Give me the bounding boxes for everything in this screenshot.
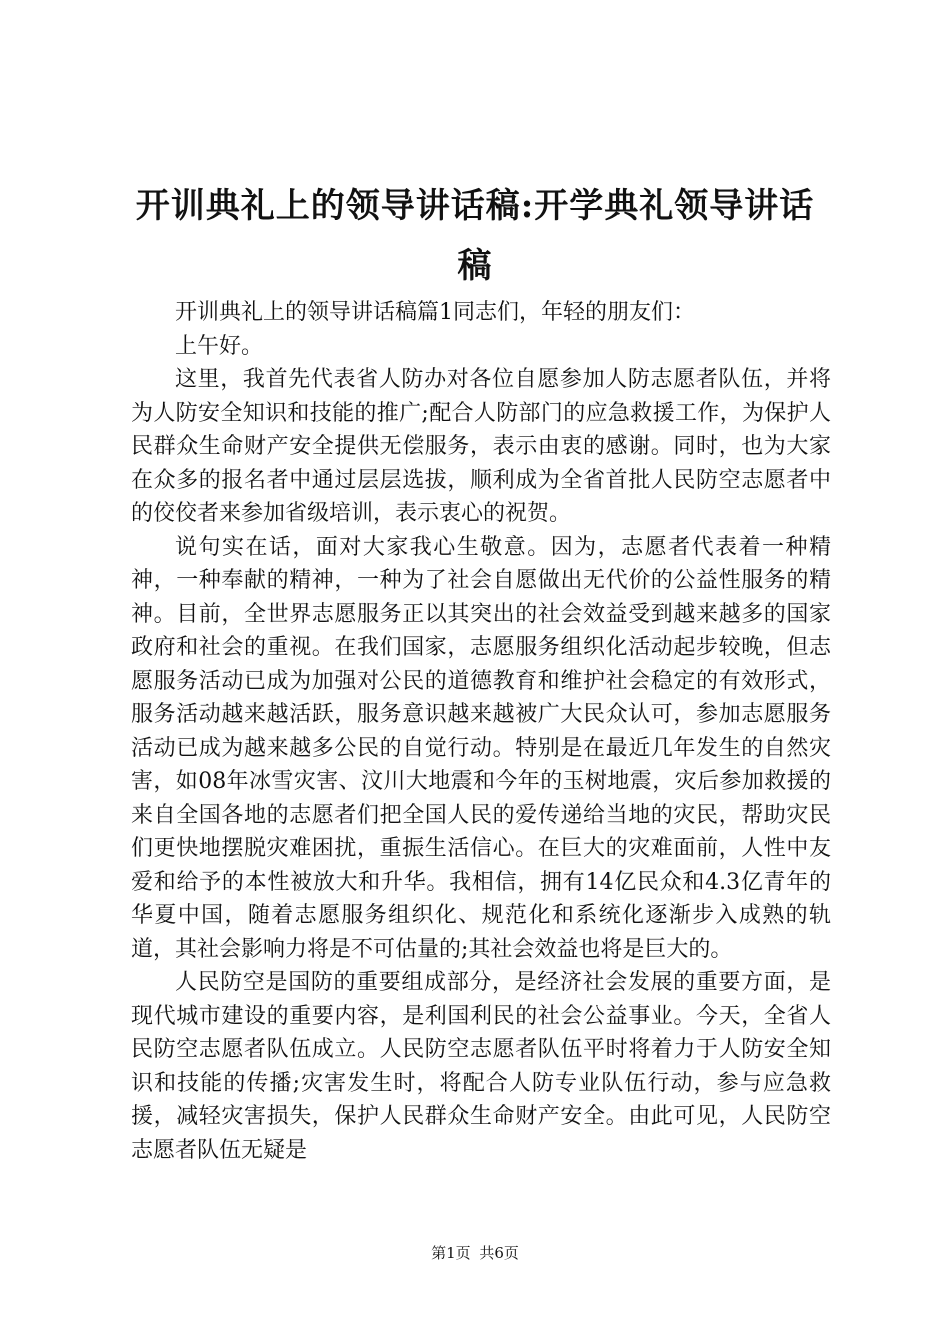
paragraph-thanks: 这里，我首先代表省人防办对各位自愿参加人防志愿者队伍，并将为人防安全知识和技能的推广;配合人防部门的应急救援工作，为保护人民群众生命财产安全提供无偿服务，表示由衷的感谢。同时，也为大家在众多的报名者中通过层层选拔，顺利成为全省首批人民防空志愿者中的佼佼者来参加省级培训，表示衷心的祝贺。 bbox=[131, 367, 831, 526]
page-footer bbox=[0, 1242, 950, 1263]
paragraph-volunteer-spirit: 说句实在话，面对大家我心生敬意。因为，志愿者代表着一种精神，一种奉献的精神，一种为了社会自愿做出无代价的公益性服务的精神。目前，全世界志愿服务正以其突出的社会效益受到越来越多的国家政府和社会的重视。在我们国家，志愿服务组织化活动起步较晚，但志愿服务活动已成为加强对公民的道德教育和维护社会稳定的有效形式，服务活动越来越活跃，服务意识越来越被广大民众认可，参加志愿服务活动已成为越来越多公民的自觉行动。特别是在最近几年发生的自然灾害，如08年冰雪灾害、汶川大地震和今年的玉树地震，灾后参加救援的来自全国各地的志愿者们把全国人民的爱传递给当地的灾民，帮助灾民们更快地摆脱灾难困扰，重振生活信心。在巨大的灾难面前，人性中友爱和给予的本性被放大和升华。我相信，拥有14亿民众和4.3亿青年的华夏中国，随着志愿服务组织化、规范化和系统化逐渐步入成熟的轨道，其社会影响力将是不可估量的;其社会效益也将是巨大的。 bbox=[131, 534, 831, 962]
paragraph-greeting: 开训典礼上的领导讲话稿篇1同志们，年轻的朋友们： bbox=[175, 300, 695, 325]
paragraph-civil-air-defense: 人民防空是国防的重要组成部分，是经济社会发展的重要方面，是现代城市建设的重要内容，是利国利民的社会公益事业。今天，全省人民防空志愿者队伍成立。人民防空志愿者队伍平时将着力于人防安全知识和技能的传播;灾害发生时，将配合人防专业队伍行动，参与应急救援，减轻灾害损失，保护人民群众生命财产安全。由此可见，人民防空志愿者队伍无疑是 bbox=[131, 970, 831, 1163]
document-title: 开训典礼上的领导讲话稿:开学典礼领导讲话稿 bbox=[135, 186, 815, 286]
page-total: 共6页 bbox=[479, 1244, 519, 1262]
page-number: 第1页 bbox=[431, 1244, 471, 1262]
paragraph-salutation: 上午好。 bbox=[175, 333, 264, 359]
document-body bbox=[131, 296, 831, 1167]
